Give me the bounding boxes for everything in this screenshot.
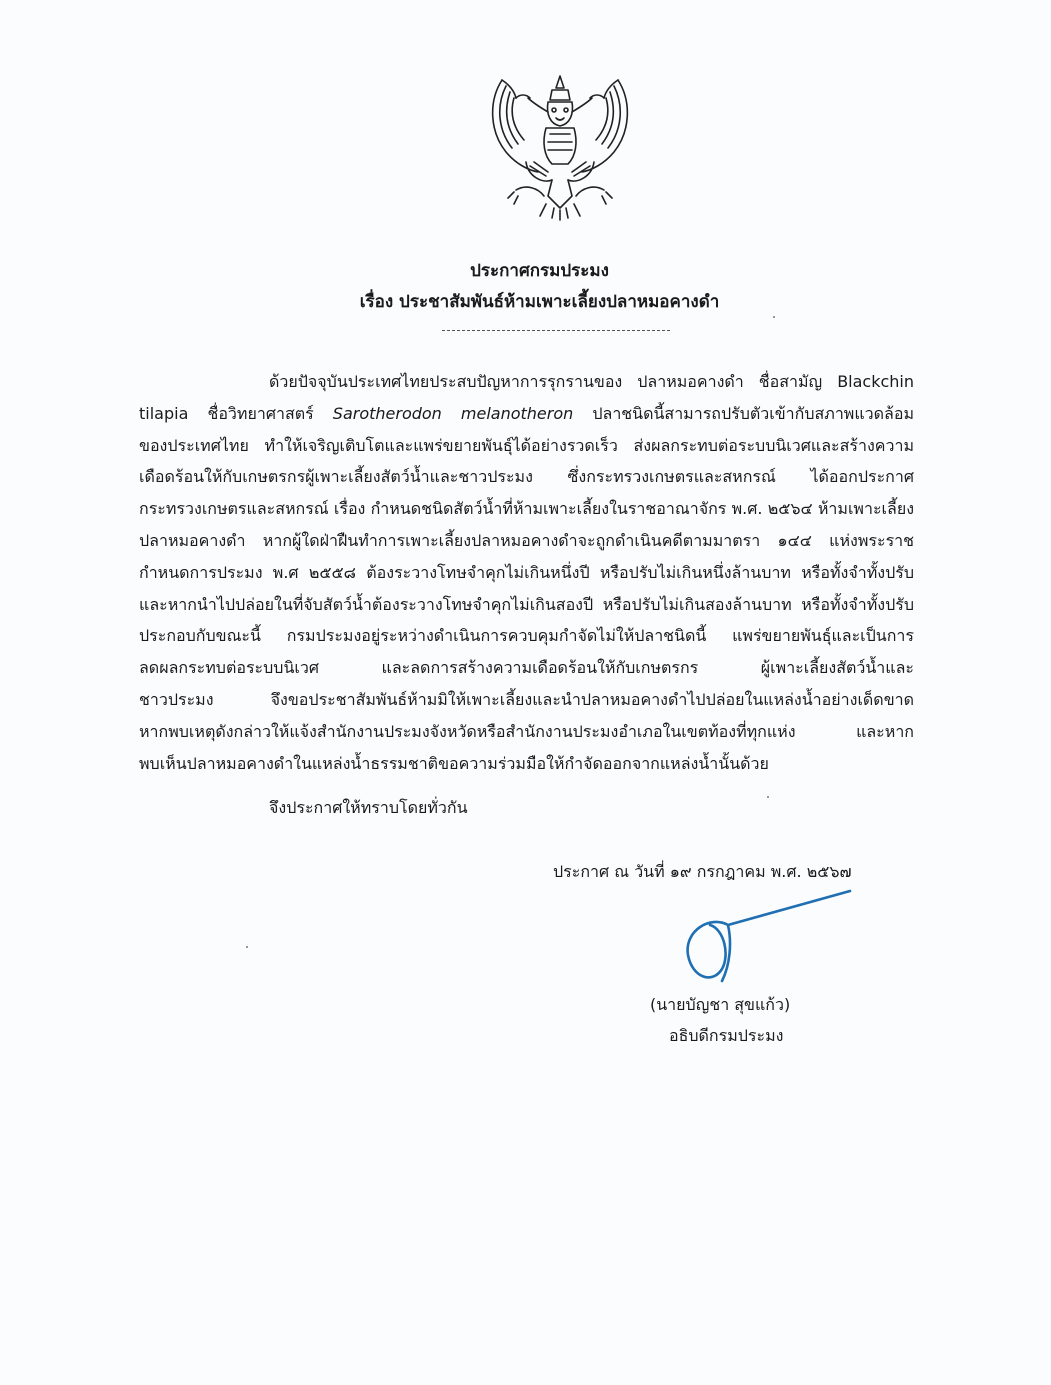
- signer-name: (นายบัญชา สุขแก้ว): [650, 995, 791, 1014]
- document-subject: เรื่อง ประชาสัมพันธ์ห้ามเพาะเลี้ยงปลาหมอคางดำ: [359, 292, 720, 312]
- body-line: กระทรวงเกษตรและสหกรณ์ เรื่อง กำหนดชนิดสัตว์น้ำที่ห้ามเพาะเลี้ยงในราชอาณาจักร พ.ศ. ๒๕๖๔ ห้ามเพาะเลี้ยง: [139, 499, 915, 519]
- body-line: ลดผลกระทบต่อระบบนิเวศ และลดการสร้างความเดือดร้อนให้กับเกษตรกร ผู้เพาะเลี้ยงสัตว์น้ำและ: [139, 658, 914, 678]
- body-line: ปลาหมอคางดำ หากผู้ใดฝ่าฝืนทำการเพาะเลี้ยงปลาหมอคางดำจะถูกดำเนินคดีตามมาตรา ๑๔๔ แห่งพระราช: [139, 530, 914, 550]
- announcement-body: [139, 366, 914, 779]
- body-line: พบเห็นปลาหมอคางดำในแหล่งน้ำธรรมชาติขอความร่วมมือให้กำจัดออกจากแหล่งน้ำนั้นด้วย: [139, 753, 769, 773]
- body-line: หากพบเหตุดังกล่าวให้แจ้งสำนักงานประมงจังหวัดหรือสำนักงานประมงอำเภอในเขตท้องที่ทุกแห่ง และหาก: [139, 721, 914, 741]
- body-line: ของประเทศไทย ทำให้เจริญเติบโตและแพร่ขยายพันธุ์ได้อย่างรวดเร็ว ส่งผลกระทบต่อระบบนิเวศและสร้างความ: [139, 435, 914, 455]
- header-divider: [442, 330, 670, 331]
- scan-speck: [246, 946, 248, 948]
- scan-speck: [773, 316, 775, 318]
- body-line: และหากนำไปปล่อยในที่จับสัตว์น้ำต้องระวางโทษจำคุกไม่เกินสองปี หรือปรับไม่เกินสองล้านบาท หรือทั้งจำทั้งปรับ: [139, 594, 914, 614]
- closing-statement: จึงประกาศให้ทราบโดยทั่วกัน: [269, 798, 468, 817]
- garuda-emblem-icon: [486, 72, 634, 222]
- body-line: เดือดร้อนให้กับเกษตรกรผู้เพาะเลี้ยงสัตว์น้ำและชาวประมง ซึ่งกระทรวงเกษตรและสหกรณ์ ได้ออกประกาศ: [139, 467, 914, 487]
- body-line: กำหนดการประมง พ.ศ ๒๕๕๘ ต้องระวางโทษจำคุกไม่เกินหนึ่งปี หรือปรับไม่เกินหนึ่งล้านบาท หรือทั้งจำทั้งปรับ: [139, 562, 914, 582]
- document-header: [0, 256, 1051, 318]
- scientific-name: Sarotherodon melanotheron: [332, 403, 574, 423]
- document-title: ประกาศกรมประมง: [470, 261, 609, 281]
- scan-speck: [767, 796, 769, 798]
- body-line: ชาวประมง จึงขอประชาสัมพันธ์ห้ามมิให้เพาะเลี้ยงและนำปลาหมอคางดำไปปล่อยในแหล่งน้ำอย่างเด็ดขาด: [139, 689, 914, 709]
- announcement-date: ประกาศ ณ วันที่ ๑๙ กรกฎาคม พ.ศ. ๒๕๖๗: [553, 862, 852, 881]
- body-line: tilapia ชื่อวิทยาศาสตร์ Sarotherodon melanotheron ปลาชนิดนี้สามารถปรับตัวเข้ากับสภาพแวดล้อม: [139, 403, 914, 423]
- body-line: ประกอบกับขณะนี้ กรมประมงอยู่ระหว่างดำเนินการควบคุมกำจัดไม่ให้ปลาชนิดนี้ แพร่ขยายพันธุ์และเป็นการ: [139, 626, 914, 646]
- signer-position: อธิบดีกรมประมง: [669, 1026, 784, 1045]
- signature-icon: [670, 885, 860, 995]
- body-line: ด้วยปัจจุบันประเทศไทยประสบปัญหาการรุกรานของ ปลาหมอคางดำ ชื่อสามัญ Blackchin: [269, 372, 914, 391]
